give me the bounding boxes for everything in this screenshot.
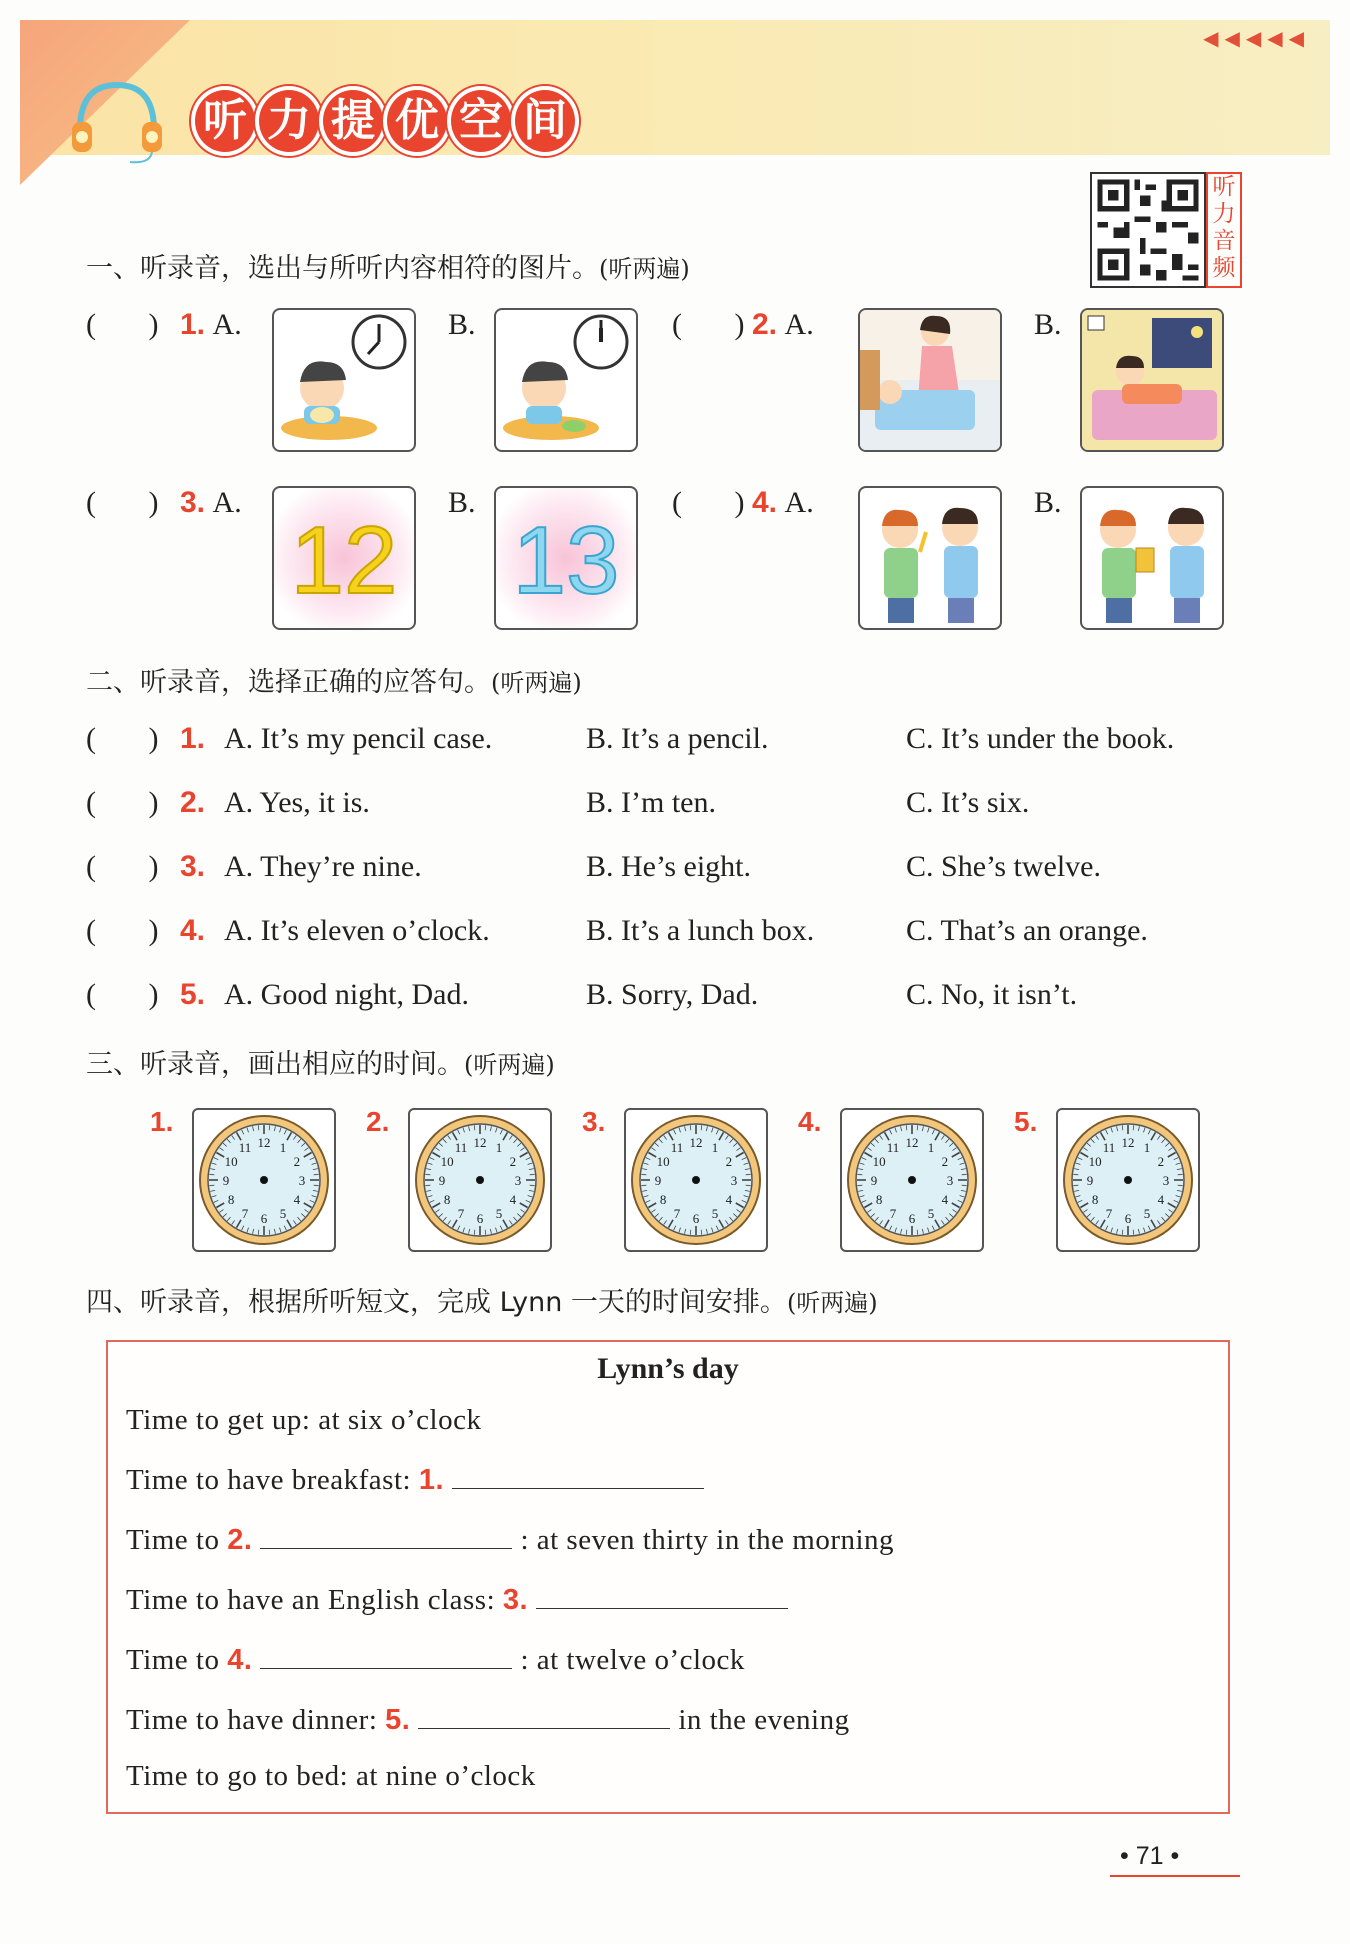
option-b: B. Sorry, Dad. <box>586 978 759 1011</box>
blank-number: 2. <box>227 1524 253 1556</box>
s1-q4-picture-a[interactable] <box>858 486 1002 630</box>
question-number: 5. <box>180 978 206 1011</box>
page-number-underline <box>1110 1875 1240 1877</box>
svg-text:5: 5 <box>1143 1205 1151 1221</box>
line-text: in the evening <box>678 1704 850 1736</box>
clock-face-icon <box>194 1110 334 1250</box>
option-a: A. It’s my pencil case. <box>224 722 493 755</box>
svg-text:10: 10 <box>1088 1154 1102 1169</box>
svg-text:1: 1 <box>711 1140 719 1156</box>
number-twelve: 12 <box>290 507 398 614</box>
qr-code-icon[interactable] <box>1090 172 1206 288</box>
option-a-label: A. <box>212 486 242 519</box>
qr-label-char: 音 <box>1212 228 1236 254</box>
option-a: A. They’re nine. <box>224 850 422 883</box>
boy-eating-seven-clock-image <box>274 310 414 450</box>
lynn-line-2 <box>126 1522 894 1557</box>
section4-title-text: 四、听录音，根据所听短文，完成 Lynn 一天的时间安排。 <box>86 1287 787 1318</box>
answer-paren[interactable]: ( ) <box>86 722 159 755</box>
svg-text:10: 10 <box>224 1154 238 1169</box>
line-text: Time to <box>126 1644 220 1676</box>
lynn-english-class-line <box>126 1582 796 1617</box>
title-char: 提 <box>323 90 383 152</box>
svg-text:4: 4 <box>293 1192 301 1207</box>
title-char: 空 <box>451 90 511 152</box>
svg-text:7: 7 <box>673 1205 681 1221</box>
clock-face-icon <box>1058 1110 1198 1250</box>
lynn-get-up-line: Time to get up: at six o’clock <box>126 1404 482 1436</box>
s1-q1-picture-b[interactable] <box>494 308 638 452</box>
svg-text:6: 6 <box>260 1211 268 1226</box>
svg-text:4: 4 <box>1157 1192 1165 1207</box>
option-c: C. It’s six. <box>906 786 1030 819</box>
option-a: A. Good night, Dad. <box>224 978 469 1011</box>
option-b-label: B. <box>448 308 476 341</box>
blank-clock[interactable] <box>408 1108 552 1252</box>
section3-title <box>86 1042 555 1081</box>
mother-waking-child-image <box>860 310 1000 450</box>
listening-audio-label <box>1206 172 1242 288</box>
title-char: 优 <box>387 90 447 152</box>
svg-text:12: 12 <box>1121 1135 1135 1150</box>
svg-text:5: 5 <box>279 1205 287 1221</box>
answer-paren[interactable]: ( ) <box>86 914 159 947</box>
s2-q4-num <box>180 914 205 948</box>
line-text: : at twelve o’clock <box>520 1644 745 1676</box>
svg-text:7: 7 <box>241 1205 249 1221</box>
clock-face-icon <box>842 1110 982 1250</box>
option-a-label: A. <box>784 308 814 341</box>
qr-label-char: 频 <box>1212 255 1236 281</box>
svg-text:9: 9 <box>222 1173 230 1188</box>
page-title <box>195 90 575 152</box>
svg-text:7: 7 <box>889 1205 897 1221</box>
question-number: 2. <box>752 308 778 341</box>
option-b: B. It’s a pencil. <box>586 722 769 755</box>
blank-clock[interactable] <box>624 1108 768 1252</box>
s2-q3-num <box>180 850 205 884</box>
svg-text:3: 3 <box>1162 1173 1170 1188</box>
svg-text:9: 9 <box>870 1173 878 1188</box>
section1-title <box>86 246 690 285</box>
clock-number: 3. <box>582 1106 606 1137</box>
boy-in-bed-night-image <box>1082 310 1222 450</box>
svg-text:11: 11 <box>886 1140 900 1156</box>
page-number: • 71 • <box>1120 1842 1180 1870</box>
option-a: A. It’s eleven o’clock. <box>224 914 490 947</box>
s1-q1-picture-a[interactable] <box>272 308 416 452</box>
title-char: 力 <box>259 90 319 152</box>
s1-q3-picture-b[interactable] <box>494 486 638 630</box>
svg-text:6: 6 <box>1124 1211 1132 1226</box>
s1-q4-label <box>752 486 814 520</box>
svg-text:1: 1 <box>495 1140 503 1156</box>
option-a: A. Yes, it is. <box>224 786 370 819</box>
s1-q3-label <box>180 486 242 520</box>
lynn-day-box <box>106 1340 1230 1814</box>
svg-text:5: 5 <box>495 1205 503 1221</box>
two-boys-pencil-image <box>860 488 1000 628</box>
question-number: 1. <box>180 722 206 755</box>
answer-blank[interactable] <box>536 1582 788 1609</box>
s2-q1-num <box>180 722 205 756</box>
answer-paren[interactable]: ( ) <box>86 786 159 819</box>
svg-text:9: 9 <box>1086 1173 1094 1188</box>
boy-eating-twelve-clock-image <box>496 310 636 450</box>
headphones-icon <box>70 80 165 165</box>
blank-number: 4. <box>227 1644 253 1676</box>
line-text: Time to have breakfast: <box>126 1464 412 1496</box>
option-c: C. It’s under the book. <box>906 722 1175 755</box>
svg-text:2: 2 <box>293 1154 301 1169</box>
option-b-label: B. <box>1034 486 1062 519</box>
svg-text:4: 4 <box>509 1192 517 1207</box>
line-text: Time to <box>126 1524 220 1556</box>
clock-number: 4. <box>798 1106 822 1137</box>
section4-title <box>86 1280 878 1319</box>
answer-paren[interactable]: ( ) <box>86 308 159 341</box>
number-thirteen: 13 <box>512 507 620 614</box>
svg-text:2: 2 <box>941 1154 949 1169</box>
clock-number: 5. <box>1014 1106 1038 1137</box>
clock-number: 2. <box>366 1106 390 1137</box>
question-number: 4. <box>752 486 778 519</box>
svg-text:3: 3 <box>946 1173 954 1188</box>
option-b: B. It’s a lunch box. <box>586 914 815 947</box>
svg-text:8: 8 <box>1091 1192 1099 1207</box>
answer-paren[interactable]: ( ) <box>672 486 745 519</box>
question-number: 4. <box>180 914 206 947</box>
s2-q5-num <box>180 978 205 1012</box>
answer-paren[interactable]: ( ) <box>86 850 159 883</box>
option-c: C. She’s twelve. <box>906 850 1101 883</box>
svg-text:10: 10 <box>440 1154 454 1169</box>
blank-clock[interactable] <box>840 1108 984 1252</box>
option-c: C. That’s an orange. <box>906 914 1148 947</box>
svg-text:12: 12 <box>689 1135 703 1150</box>
svg-text:4: 4 <box>941 1192 949 1207</box>
svg-text:8: 8 <box>443 1192 451 1207</box>
svg-text:10: 10 <box>872 1154 886 1169</box>
svg-text:3: 3 <box>514 1173 522 1188</box>
question-number: 2. <box>180 786 206 819</box>
svg-text:5: 5 <box>711 1205 719 1221</box>
answer-blank[interactable] <box>418 1702 670 1729</box>
s1-q4-picture-b[interactable] <box>1080 486 1224 630</box>
s2-q2-num <box>180 786 205 820</box>
option-b: B. He’s eight. <box>586 850 751 883</box>
two-boys-book-image <box>1082 488 1222 628</box>
svg-text:2: 2 <box>725 1154 733 1169</box>
section1-note: (听两遍) <box>599 255 690 283</box>
clock-number: 1. <box>150 1106 174 1137</box>
s1-q2-label <box>752 308 814 342</box>
s1-q3-picture-a[interactable] <box>272 486 416 630</box>
section2-title-text: 二、听录音，选择正确的应答句。 <box>86 667 491 698</box>
answer-blank[interactable] <box>260 1642 512 1669</box>
svg-text:8: 8 <box>875 1192 883 1207</box>
clock-face-icon <box>626 1110 766 1250</box>
option-a-label: A. <box>212 308 242 341</box>
blank-clock[interactable] <box>1056 1108 1200 1252</box>
svg-text:6: 6 <box>908 1211 916 1226</box>
s1-q1-label <box>180 308 242 342</box>
lynn-dinner-line <box>126 1702 850 1737</box>
answer-paren[interactable]: ( ) <box>672 308 745 341</box>
s1-q2-picture-b[interactable] <box>1080 308 1224 452</box>
svg-text:11: 11 <box>454 1140 468 1156</box>
option-b: B. I’m ten. <box>586 786 716 819</box>
line-text: Time to have an English class: <box>126 1584 496 1616</box>
answer-blank[interactable] <box>260 1522 512 1549</box>
section2-note: (听两遍) <box>491 669 582 697</box>
section3-note: (听两遍) <box>464 1051 555 1079</box>
question-number: 1. <box>180 308 206 341</box>
line-text: Time to have dinner: <box>126 1704 378 1736</box>
option-b-label: B. <box>448 486 476 519</box>
answer-paren[interactable]: ( ) <box>86 486 159 519</box>
svg-text:3: 3 <box>298 1173 306 1188</box>
lynn-bed-line: Time to go to bed: at nine o’clock <box>126 1760 536 1792</box>
question-number: 3. <box>180 850 206 883</box>
svg-text:11: 11 <box>238 1140 252 1156</box>
option-a-label: A. <box>784 486 814 519</box>
svg-text:12: 12 <box>905 1135 919 1150</box>
svg-text:6: 6 <box>692 1211 700 1226</box>
svg-text:8: 8 <box>227 1192 235 1207</box>
svg-text:7: 7 <box>1105 1205 1113 1221</box>
section1-title-text: 一、听录音，选出与所听内容相符的图片。 <box>86 253 599 284</box>
svg-text:9: 9 <box>654 1173 662 1188</box>
title-char: 间 <box>515 90 575 152</box>
blank-number: 1. <box>418 1464 444 1496</box>
svg-text:9: 9 <box>438 1173 446 1188</box>
qr-label-char: 力 <box>1212 201 1236 227</box>
svg-text:5: 5 <box>927 1205 935 1221</box>
section2-title <box>86 660 582 699</box>
lynn-breakfast-line <box>126 1462 712 1497</box>
answer-blank[interactable] <box>452 1462 704 1489</box>
question-number: 3. <box>180 486 206 519</box>
option-c: C. No, it isn’t. <box>906 978 1078 1011</box>
section3-title-text: 三、听录音，画出相应的时间。 <box>86 1049 464 1080</box>
blank-number: 3. <box>502 1584 529 1616</box>
svg-text:8: 8 <box>659 1192 667 1207</box>
svg-text:1: 1 <box>927 1140 935 1156</box>
section4-note: (听两遍) <box>786 1289 878 1317</box>
lynn-line-4 <box>126 1642 745 1677</box>
title-char: 听 <box>195 90 255 152</box>
svg-text:12: 12 <box>257 1135 271 1150</box>
blank-number: 5. <box>385 1704 411 1736</box>
svg-text:12: 12 <box>473 1135 487 1150</box>
clock-face-icon <box>410 1110 550 1250</box>
s1-q2-picture-a[interactable] <box>858 308 1002 452</box>
svg-text:11: 11 <box>1102 1140 1116 1156</box>
answer-paren[interactable]: ( ) <box>86 978 159 1011</box>
svg-text:2: 2 <box>509 1154 517 1169</box>
svg-text:6: 6 <box>476 1211 484 1226</box>
svg-text:1: 1 <box>279 1140 287 1156</box>
svg-text:10: 10 <box>656 1154 670 1169</box>
blank-clock[interactable] <box>192 1108 336 1252</box>
svg-text:2: 2 <box>1157 1154 1165 1169</box>
svg-text:4: 4 <box>725 1192 733 1207</box>
svg-text:7: 7 <box>457 1205 465 1221</box>
option-b-label: B. <box>1034 308 1062 341</box>
arrows-decoration: ◀◀◀◀◀ <box>1203 26 1310 50</box>
svg-text:3: 3 <box>730 1173 738 1188</box>
svg-text:11: 11 <box>670 1140 684 1156</box>
qr-label-char: 听 <box>1212 174 1236 200</box>
svg-text:1: 1 <box>1143 1140 1151 1156</box>
line-text: : at seven thirty in the morning <box>520 1524 895 1556</box>
lynn-day-title: Lynn’s day <box>597 1352 739 1385</box>
